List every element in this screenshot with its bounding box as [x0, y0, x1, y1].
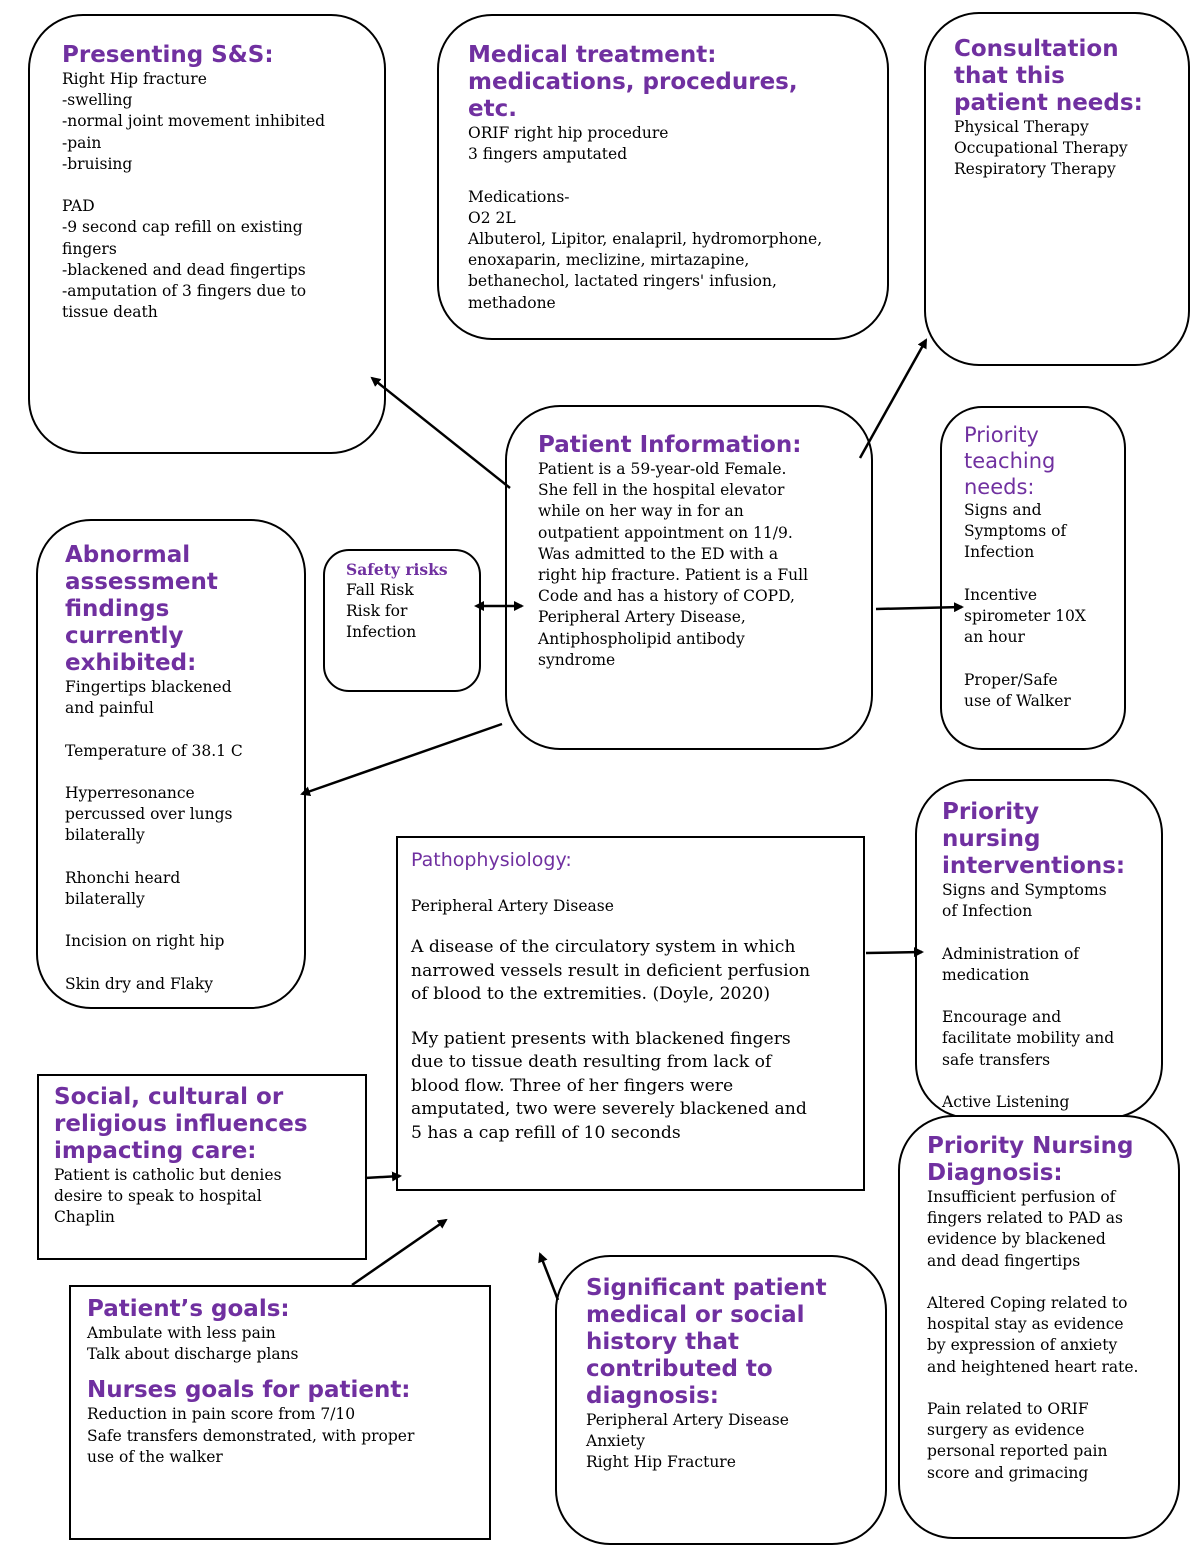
- abnormal-title: Abnormal assessment findings currently exhibited:: [65, 542, 218, 676]
- medical-title: Medical treatment: medications, procedures, etc.: [468, 42, 798, 122]
- medical-treatment-box: [437, 14, 889, 340]
- nursing-diagnosis-box: [898, 1115, 1180, 1539]
- presenting-title: Presenting S&S:: [62, 42, 274, 68]
- nursing-interventions-box: [915, 779, 1163, 1119]
- abnormal-findings-box: [36, 519, 306, 1009]
- interventions-title: Priority nursing interventions:: [942, 799, 1126, 879]
- arrow-to-interventions: [866, 952, 922, 953]
- significant-title: Significant patient medical or social history that contributed to diagnosis:: [586, 1275, 827, 1409]
- social-body: Patient is catholic but denies desire to speak to hospital Chaplin: [54, 1166, 282, 1227]
- nurse-goals-title: Nurses goals for patient:: [87, 1377, 411, 1404]
- arrow-social-to-patho: [365, 1176, 400, 1178]
- significant-body: Peripheral Artery Disease Anxiety Right Hip Fracture: [586, 1411, 789, 1472]
- safety-risks-box: [323, 549, 481, 692]
- patho-subtitle: Peripheral Artery Disease: [411, 897, 614, 915]
- interventions-body: Signs and Symptoms of Infection Administration of medication Encourage and facilitate mobility and safe transfers Active Listening: [942, 881, 1115, 1112]
- patho-title: Pathophysiology:: [411, 849, 572, 871]
- patient-info-body: Patient is a 59-year-old Female. She fell in the hospital elevator while on her way in for an outpatient appointment on 11/9. Was admitted to the ED with a right hip fracture. Patient is a Full Code and has a history of COPD, Peripheral Artery Disease, Antiphospholipid antibody syndrome: [538, 460, 809, 669]
- patient-goals-body: Ambulate with less pain Talk about discharge plans: [87, 1324, 299, 1364]
- presenting-body: Right Hip fracture -swelling -normal joint movement inhibited -pain -bruising PAD -9 second cap refill on existing fingers -blackened and dead fingertips -amputation of 3 fingers due to tissue death: [62, 70, 326, 322]
- patient-goals-title: Patient’s goals:: [87, 1296, 290, 1322]
- social-title: Social, cultural or religious influences impacting care:: [54, 1084, 308, 1164]
- arrow-to-presenting: [372, 378, 510, 488]
- patho-para2: My patient presents with blackened fingers due to tissue death resulting from lack of blood flow. Three of her fingers were amputated, two were severely blackened and 5 has a cap refill of 10 seconds: [411, 1028, 807, 1143]
- teaching-needs-box: [940, 406, 1126, 750]
- arrow-to-abnormal: [302, 724, 502, 794]
- arrow-to-consultation: [860, 340, 926, 458]
- medical-body: ORIF right hip procedure 3 fingers amputated Medications- O2 2L Albuterol, Lipitor, enalapril, hydromorphone, enoxaparin, meclizine, mirtazapine, bethanechol, lactated ringers' infusion, methadone: [468, 124, 823, 312]
- consultation-title: Consultation that this patient needs:: [954, 36, 1143, 116]
- consultation-body: Physical Therapy Occupational Therapy Respiratory Therapy: [954, 118, 1128, 179]
- diagnosis-body: Insufficient perfusion of fingers related to PAD as evidence by blackened and dead fingertips Altered Coping related to hospital stay as evidence by expression of anxiety and heightened heart rate. Pain related to ORIF surgery as evidence personal reported pain score and grimacing: [927, 1188, 1139, 1482]
- abnormal-body: Fingertips blackened and painful Temperature of 38.1 C Hyperresonance percussed over lungs bilaterally Rhonchi heard bilaterally Incision on right hip Skin dry and Flaky: [65, 678, 243, 993]
- safety-title: Safety risks: [346, 560, 448, 579]
- patient-info-title: Patient Information:: [538, 432, 802, 458]
- social-cultural-box: [37, 1074, 367, 1260]
- arrow-significant-to-patho: [540, 1254, 558, 1300]
- pathophysiology-box: [396, 836, 865, 1191]
- teaching-title: Priority teaching needs:: [964, 423, 1056, 499]
- presenting-signs-symptoms-box: [28, 14, 386, 454]
- nurse-goals-body: Reduction in pain score from 7/10 Safe transfers demonstrated, with proper use of the walker: [87, 1405, 415, 1466]
- consultation-box: [924, 12, 1190, 366]
- teaching-body: Signs and Symptoms of Infection Incentive spirometer 10X an hour Proper/Safe use of Walker: [964, 501, 1086, 710]
- patho-para1: A disease of the circulatory system in which narrowed vessels result in deficient perfusion of blood to the extremities. (Doyle, 2020): [411, 937, 811, 1005]
- significant-history-box: [555, 1255, 887, 1545]
- patient-information-box: [505, 405, 873, 750]
- goals-box: [69, 1285, 491, 1540]
- diagnosis-title: Priority Nursing Diagnosis:: [927, 1133, 1134, 1186]
- safety-body: Fall Risk Risk for Infection: [346, 581, 417, 642]
